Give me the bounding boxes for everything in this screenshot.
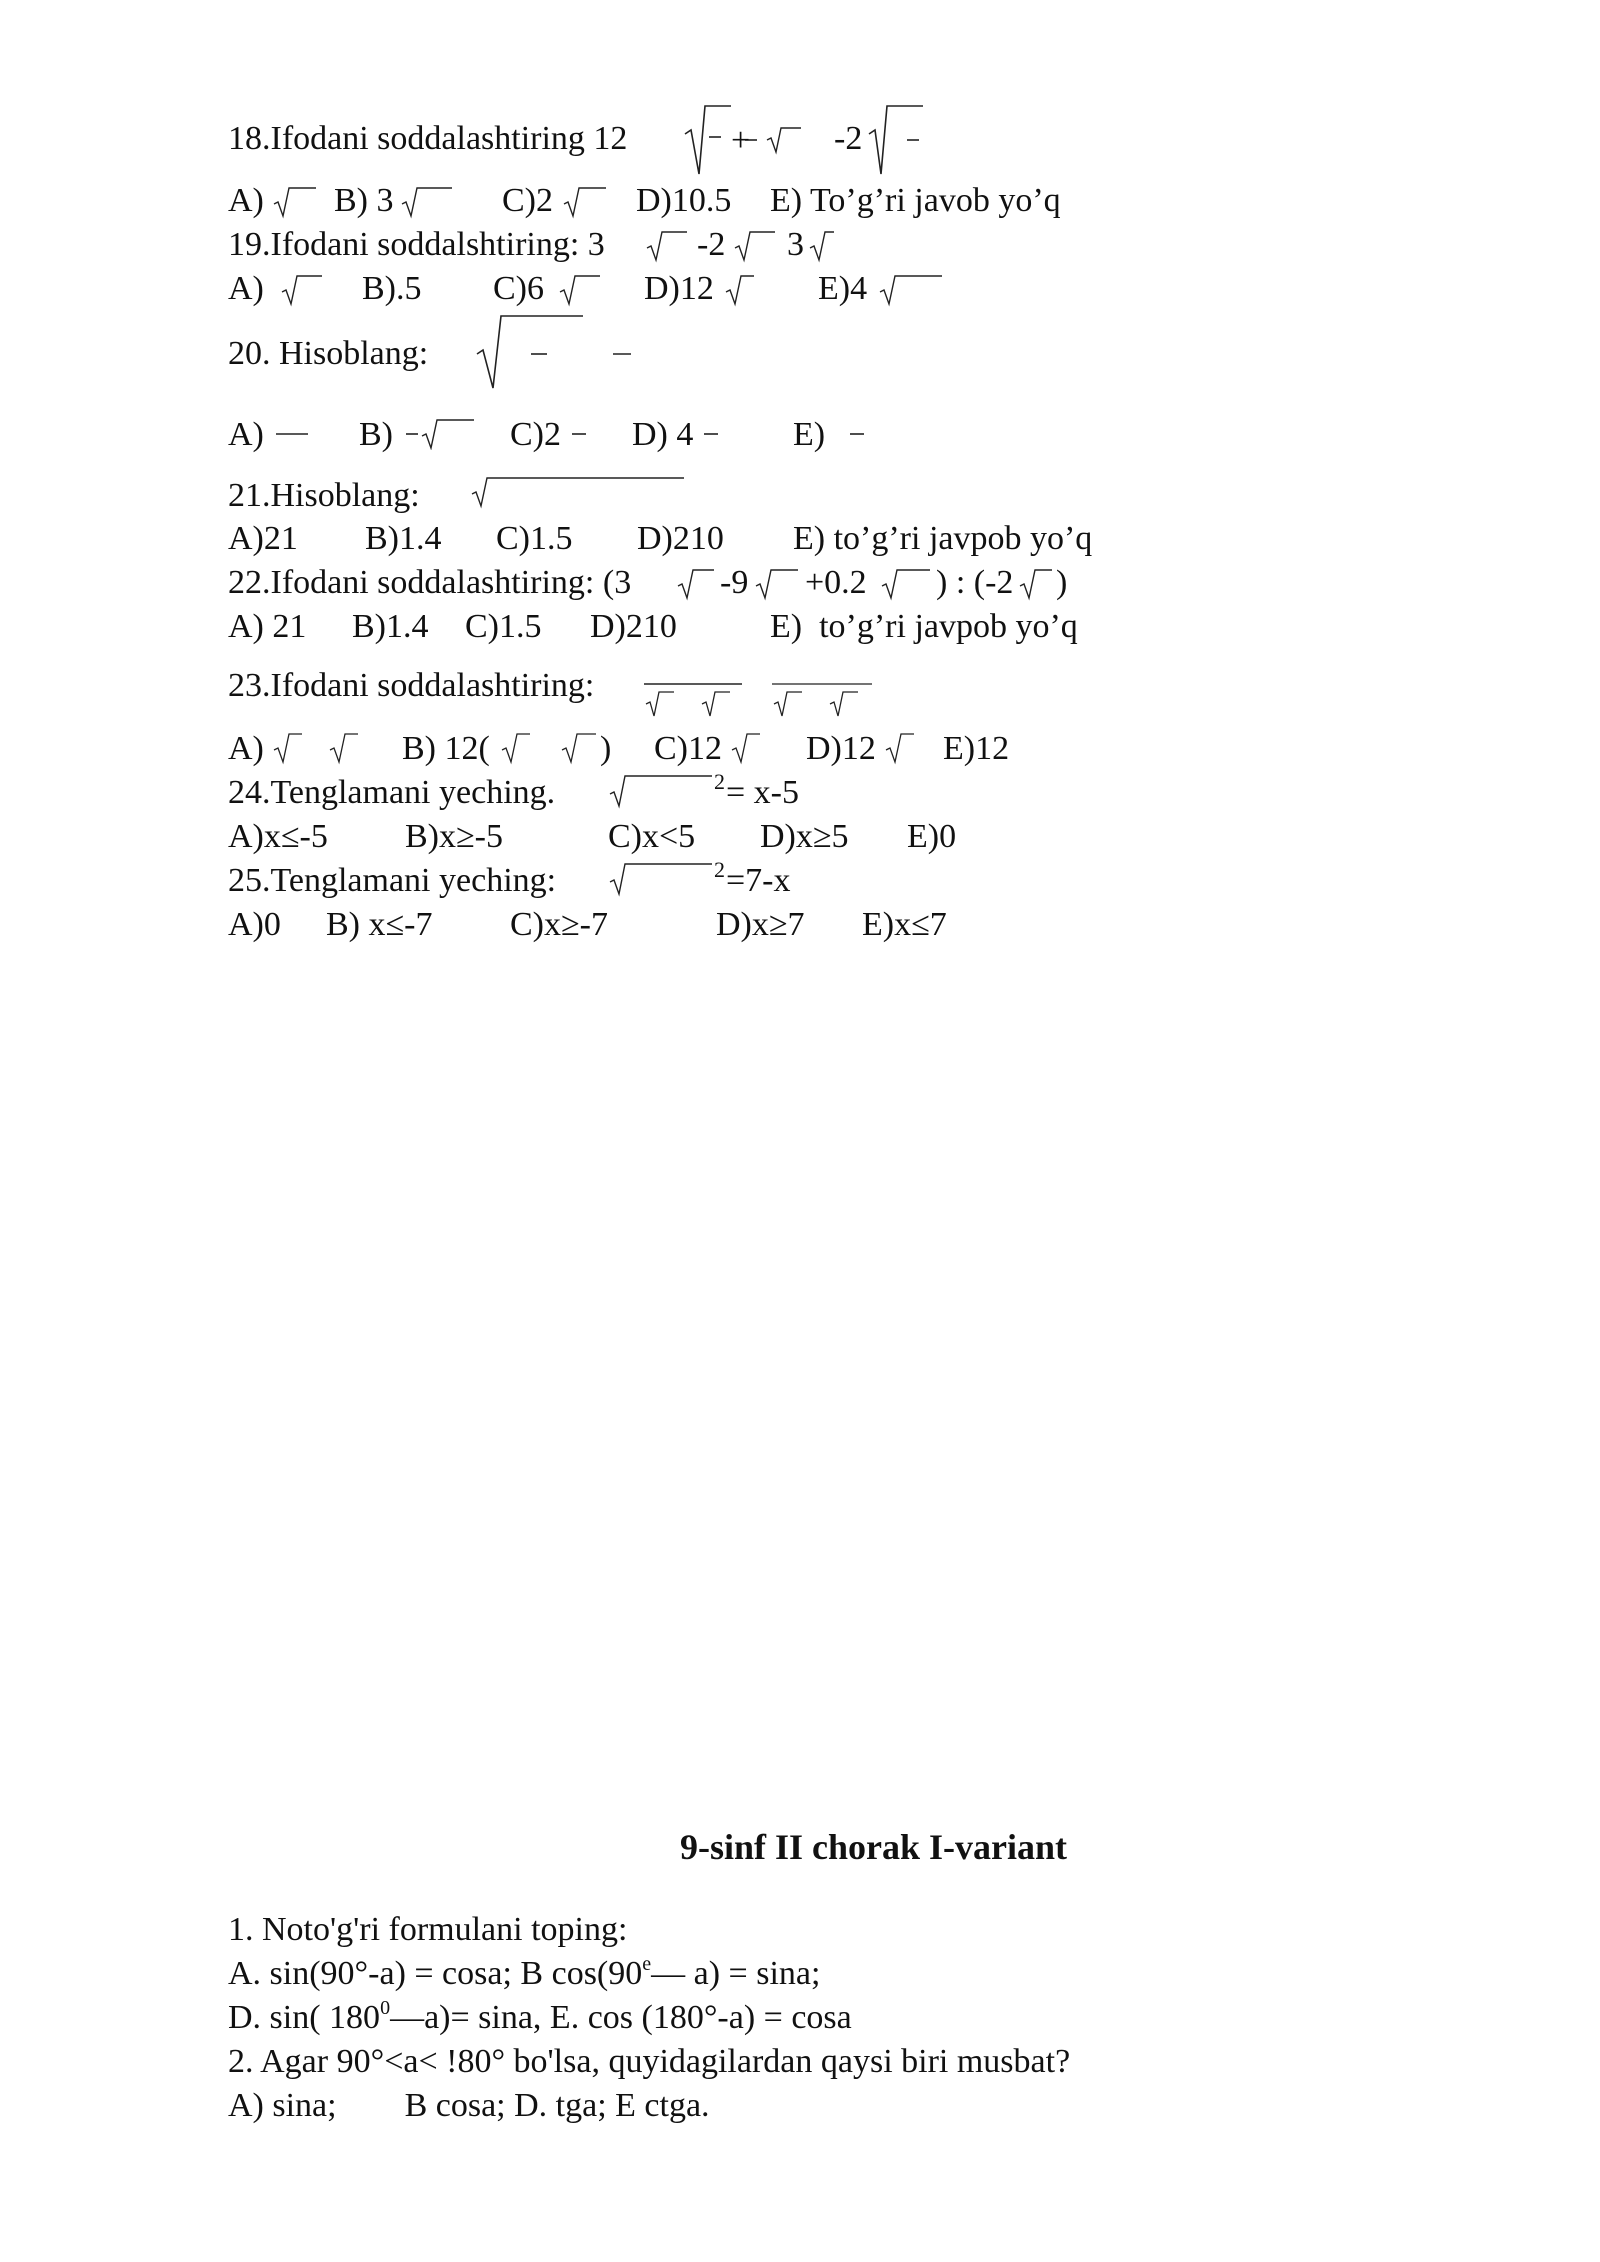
v1-q1-a-part1: A. sin(90°-a) = cosa; B cos(90 xyxy=(228,1955,643,1992)
q21-option-e: E) to’g’ri javpob yo’q xyxy=(793,520,1093,557)
q25-equation-tail: =7-x xyxy=(726,862,791,899)
q22-option-e: E) to’g’ri javpob yo’q xyxy=(770,608,1078,645)
q24-option-e: E)0 xyxy=(907,818,957,855)
q18-option-c: C)2 xyxy=(502,182,553,219)
v1-q1-a-sup: e xyxy=(642,1953,652,1975)
v1-q2-options: A) sina; B cosa; D. tga; E ctga. xyxy=(228,2087,710,2124)
variant-title: 9-sinf II chorak I-variant xyxy=(680,1827,1068,1867)
v1-q1-prompt: 1. Noto'g'ri formulani toping: xyxy=(228,1911,628,1948)
q25-radical xyxy=(608,858,718,898)
fraction-bar-icon xyxy=(848,418,872,448)
q24-exponent: 2 xyxy=(714,769,725,794)
q18-minus-two: -2 xyxy=(834,120,863,157)
q23-fractions xyxy=(640,670,880,726)
q20-option-d: D) 4 xyxy=(632,416,694,453)
q23-option-a-roots xyxy=(272,730,372,766)
q24-prompt: 24.Tenglamani yeching. xyxy=(228,774,556,811)
q20-option-e: E) xyxy=(793,416,826,453)
v1-q1-a-part2: — a) = sina; xyxy=(651,1955,821,1992)
q25-option-e: E)x≤7 xyxy=(862,906,947,943)
q19-option-a: A) xyxy=(228,270,264,307)
q23-option-b-close: ) xyxy=(600,730,612,767)
q23-option-b-roots xyxy=(500,730,610,766)
v1-q2-prompt: 2. Agar 90°<a< !80° bo'lsa, quyidagilardan qaysi biri musbat? xyxy=(228,2043,1071,2080)
sqrt-icon xyxy=(754,566,804,602)
v1-q1-b-part2: —a)= sina, E. cos (180°-a) = cosa xyxy=(390,1999,852,2036)
sqrt-icon xyxy=(272,184,322,220)
q24-radical xyxy=(608,770,718,810)
v1-q1-b-part1: D. sin( 180 xyxy=(228,1999,381,2036)
q23-option-e: E)12 xyxy=(943,730,1010,767)
q19-three: 3 xyxy=(787,226,804,263)
q23-option-d: D)12 xyxy=(806,730,876,767)
q24-option-c: C)x<5 xyxy=(608,818,696,855)
q25-exponent: 2 xyxy=(714,857,725,882)
q18-plus: + xyxy=(731,122,751,159)
q23-option-b: B) 12( xyxy=(402,730,490,767)
q25-option-a: A)0 xyxy=(228,906,281,943)
fraction-bar-icon xyxy=(274,418,314,448)
q18-option-a: A) xyxy=(228,182,264,219)
q21-option-a: A)21 xyxy=(228,520,298,557)
fraction-bar-icon xyxy=(702,418,726,448)
neg-sqrt-icon xyxy=(404,414,480,450)
sqrt-icon xyxy=(808,228,848,264)
q23-option-c: C)12 xyxy=(654,730,722,767)
sqrt-icon xyxy=(400,184,460,220)
sqrt-icon xyxy=(558,272,608,308)
q25-option-c: C)x≥-7 xyxy=(510,906,608,943)
q22-close-paren: ) xyxy=(1056,564,1068,601)
q19-prompt: 19.Ifodani soddalshtiring: 3 xyxy=(228,226,605,263)
q25-option-b: B) x≤-7 xyxy=(326,906,433,943)
q22-option-d: D)210 xyxy=(590,608,677,645)
v1-q1-option-line-b xyxy=(228,1997,852,2036)
q18-option-b: B) 3 xyxy=(334,182,394,219)
q20-option-b: B) xyxy=(359,416,393,453)
sqrt-icon xyxy=(676,566,722,602)
sqrt-icon xyxy=(1018,566,1058,602)
q21-radical-expression xyxy=(470,470,690,510)
q25-prompt: 25.Tenglamani yeching: xyxy=(228,862,557,899)
q19-minus-two: -2 xyxy=(697,226,726,263)
q22-plus-point-two: +0.2 xyxy=(805,564,867,601)
q23-prompt: 23.Ifodani soddalashtiring: xyxy=(228,667,595,704)
q22-divide: ) : (-2 xyxy=(936,564,1014,601)
q18-prompt: 18.Ifodani soddalashtiring 12 xyxy=(228,120,628,157)
fraction-bar-icon xyxy=(570,418,594,448)
sqrt-icon xyxy=(733,228,783,264)
q24-option-a: A)x≤-5 xyxy=(228,818,328,855)
sqrt-icon xyxy=(880,566,936,602)
q19-option-b: B).5 xyxy=(362,270,422,307)
q21-option-c: C)1.5 xyxy=(496,520,573,557)
q22-minus-nine: -9 xyxy=(720,564,749,601)
sqrt-icon xyxy=(884,730,924,766)
q22-option-b: B)1.4 xyxy=(352,608,429,645)
q21-prompt: 21.Hisoblang: xyxy=(228,477,420,514)
q20-prompt: 20. Hisoblang: xyxy=(228,335,429,372)
q18-option-d: D)10.5 xyxy=(636,182,732,219)
sqrt-icon xyxy=(280,272,330,308)
sqrt-icon xyxy=(730,730,770,766)
q25-option-d: D)x≥7 xyxy=(716,906,805,943)
q22-prompt: 22.Ifodani soddalashtiring: (3 xyxy=(228,564,632,601)
q19-option-d: D)12 xyxy=(644,270,714,307)
q24-option-b: B)x≥-5 xyxy=(405,818,503,855)
q18-option-e: E) To’g’ri javob yo’q xyxy=(770,182,1061,219)
q23-option-a: A) xyxy=(228,730,264,767)
v1-q1-b-sup: 0 xyxy=(380,1997,391,2019)
q19-option-c: C)6 xyxy=(493,270,544,307)
q21-option-b: B)1.4 xyxy=(365,520,442,557)
q20-option-c: C)2 xyxy=(510,416,561,453)
q22-option-c: C)1.5 xyxy=(465,608,542,645)
sqrt-icon xyxy=(562,184,612,220)
sqrt-icon xyxy=(724,272,764,308)
q24-option-d: D)x≥5 xyxy=(760,818,849,855)
q20-option-a: A) xyxy=(228,416,264,453)
v1-q1-option-line-a xyxy=(228,1953,821,1992)
q18-radical-expression xyxy=(683,98,933,178)
q24-equation-tail: = x-5 xyxy=(726,774,799,811)
sqrt-icon xyxy=(878,272,948,308)
q20-radical-expression xyxy=(475,310,655,390)
q19-option-e: E)4 xyxy=(818,270,868,307)
q22-option-a: A) 21 xyxy=(228,608,307,645)
sqrt-icon xyxy=(645,228,695,264)
q21-option-d: D)210 xyxy=(637,520,724,557)
